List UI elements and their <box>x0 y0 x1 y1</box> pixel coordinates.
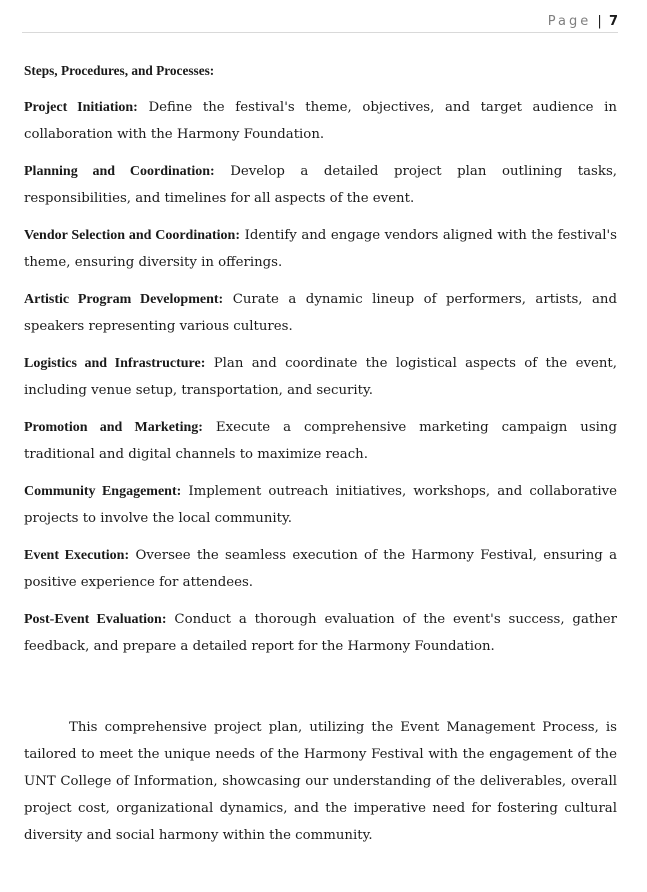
step-text: Conduct a thorough evaluation of the event's success, gather feedback, and prepare a detailed report for the Harmony Foundation. <box>24 612 618 654</box>
step-title: Planning and Coordination: <box>24 164 215 179</box>
step-title: Community Engagement: <box>24 484 182 499</box>
step-community-engagement <box>24 478 617 532</box>
step-vendor-selection <box>24 222 617 276</box>
step-artistic-program <box>24 286 617 340</box>
step-logistics <box>24 350 617 404</box>
step-promotion-marketing <box>24 414 617 468</box>
step-title: Event Execution: <box>24 548 130 563</box>
step-post-event-evaluation <box>24 606 617 660</box>
page-header <box>22 12 618 33</box>
step-title: Project Initiation: <box>24 100 138 115</box>
step-title: Artistic Program Development: <box>24 292 224 307</box>
step-text: Identify and engage vendors aligned with the festival's theme, ensuring diversity in offerings. <box>24 228 618 270</box>
section-title: Steps, Procedures, and Processes: <box>24 63 215 78</box>
document-body <box>24 57 617 849</box>
step-text: Curate a dynamic lineup of performers, artists, and speakers representing various cultures. <box>24 292 617 334</box>
step-title: Promotion and Marketing: <box>24 420 203 435</box>
conclusion-paragraph: This comprehensive project plan, utilizing the Event Management Process, is tailored to meet the unique needs of the Harmony Festival with the engagement of the UNT College of Information, showcasing our understanding of the deliverables, overall project cost, organizational dynamics, and the imperative need for fostering cultural diversity and social harmony within the community. <box>24 720 617 843</box>
step-text: Implement outreach initiatives, workshops, and collaborative projects to involve the local community. <box>24 484 617 526</box>
step-project-initiation <box>24 94 617 148</box>
step-title: Vendor Selection and Coordination: <box>24 228 241 243</box>
step-text: Oversee the seamless execution of the Harmony Festival, ensuring a positive experience for attendees. <box>24 548 617 590</box>
step-planning-coordination <box>24 158 617 212</box>
page-label: Page <box>547 14 592 29</box>
page-separator: | <box>597 14 602 29</box>
step-event-execution <box>24 542 617 596</box>
step-title: Logistics and Infrastructure: <box>24 356 206 371</box>
step-text: Plan and coordinate the logistical aspects of the event, including venue setup, transportation, and security. <box>24 356 617 398</box>
page-number: 7 <box>608 14 618 29</box>
step-text: Execute a comprehensive marketing campaign using traditional and digital channels to maximize reach. <box>24 420 617 462</box>
step-text: Define the festival's theme, objectives, and target audience in collaboration with the Harmony Foundation. <box>24 100 617 142</box>
step-title: Post-Event Evaluation: <box>24 612 167 627</box>
step-text: Develop a detailed project plan outlining tasks, responsibilities, and timelines for all aspects of the event. <box>24 164 617 206</box>
